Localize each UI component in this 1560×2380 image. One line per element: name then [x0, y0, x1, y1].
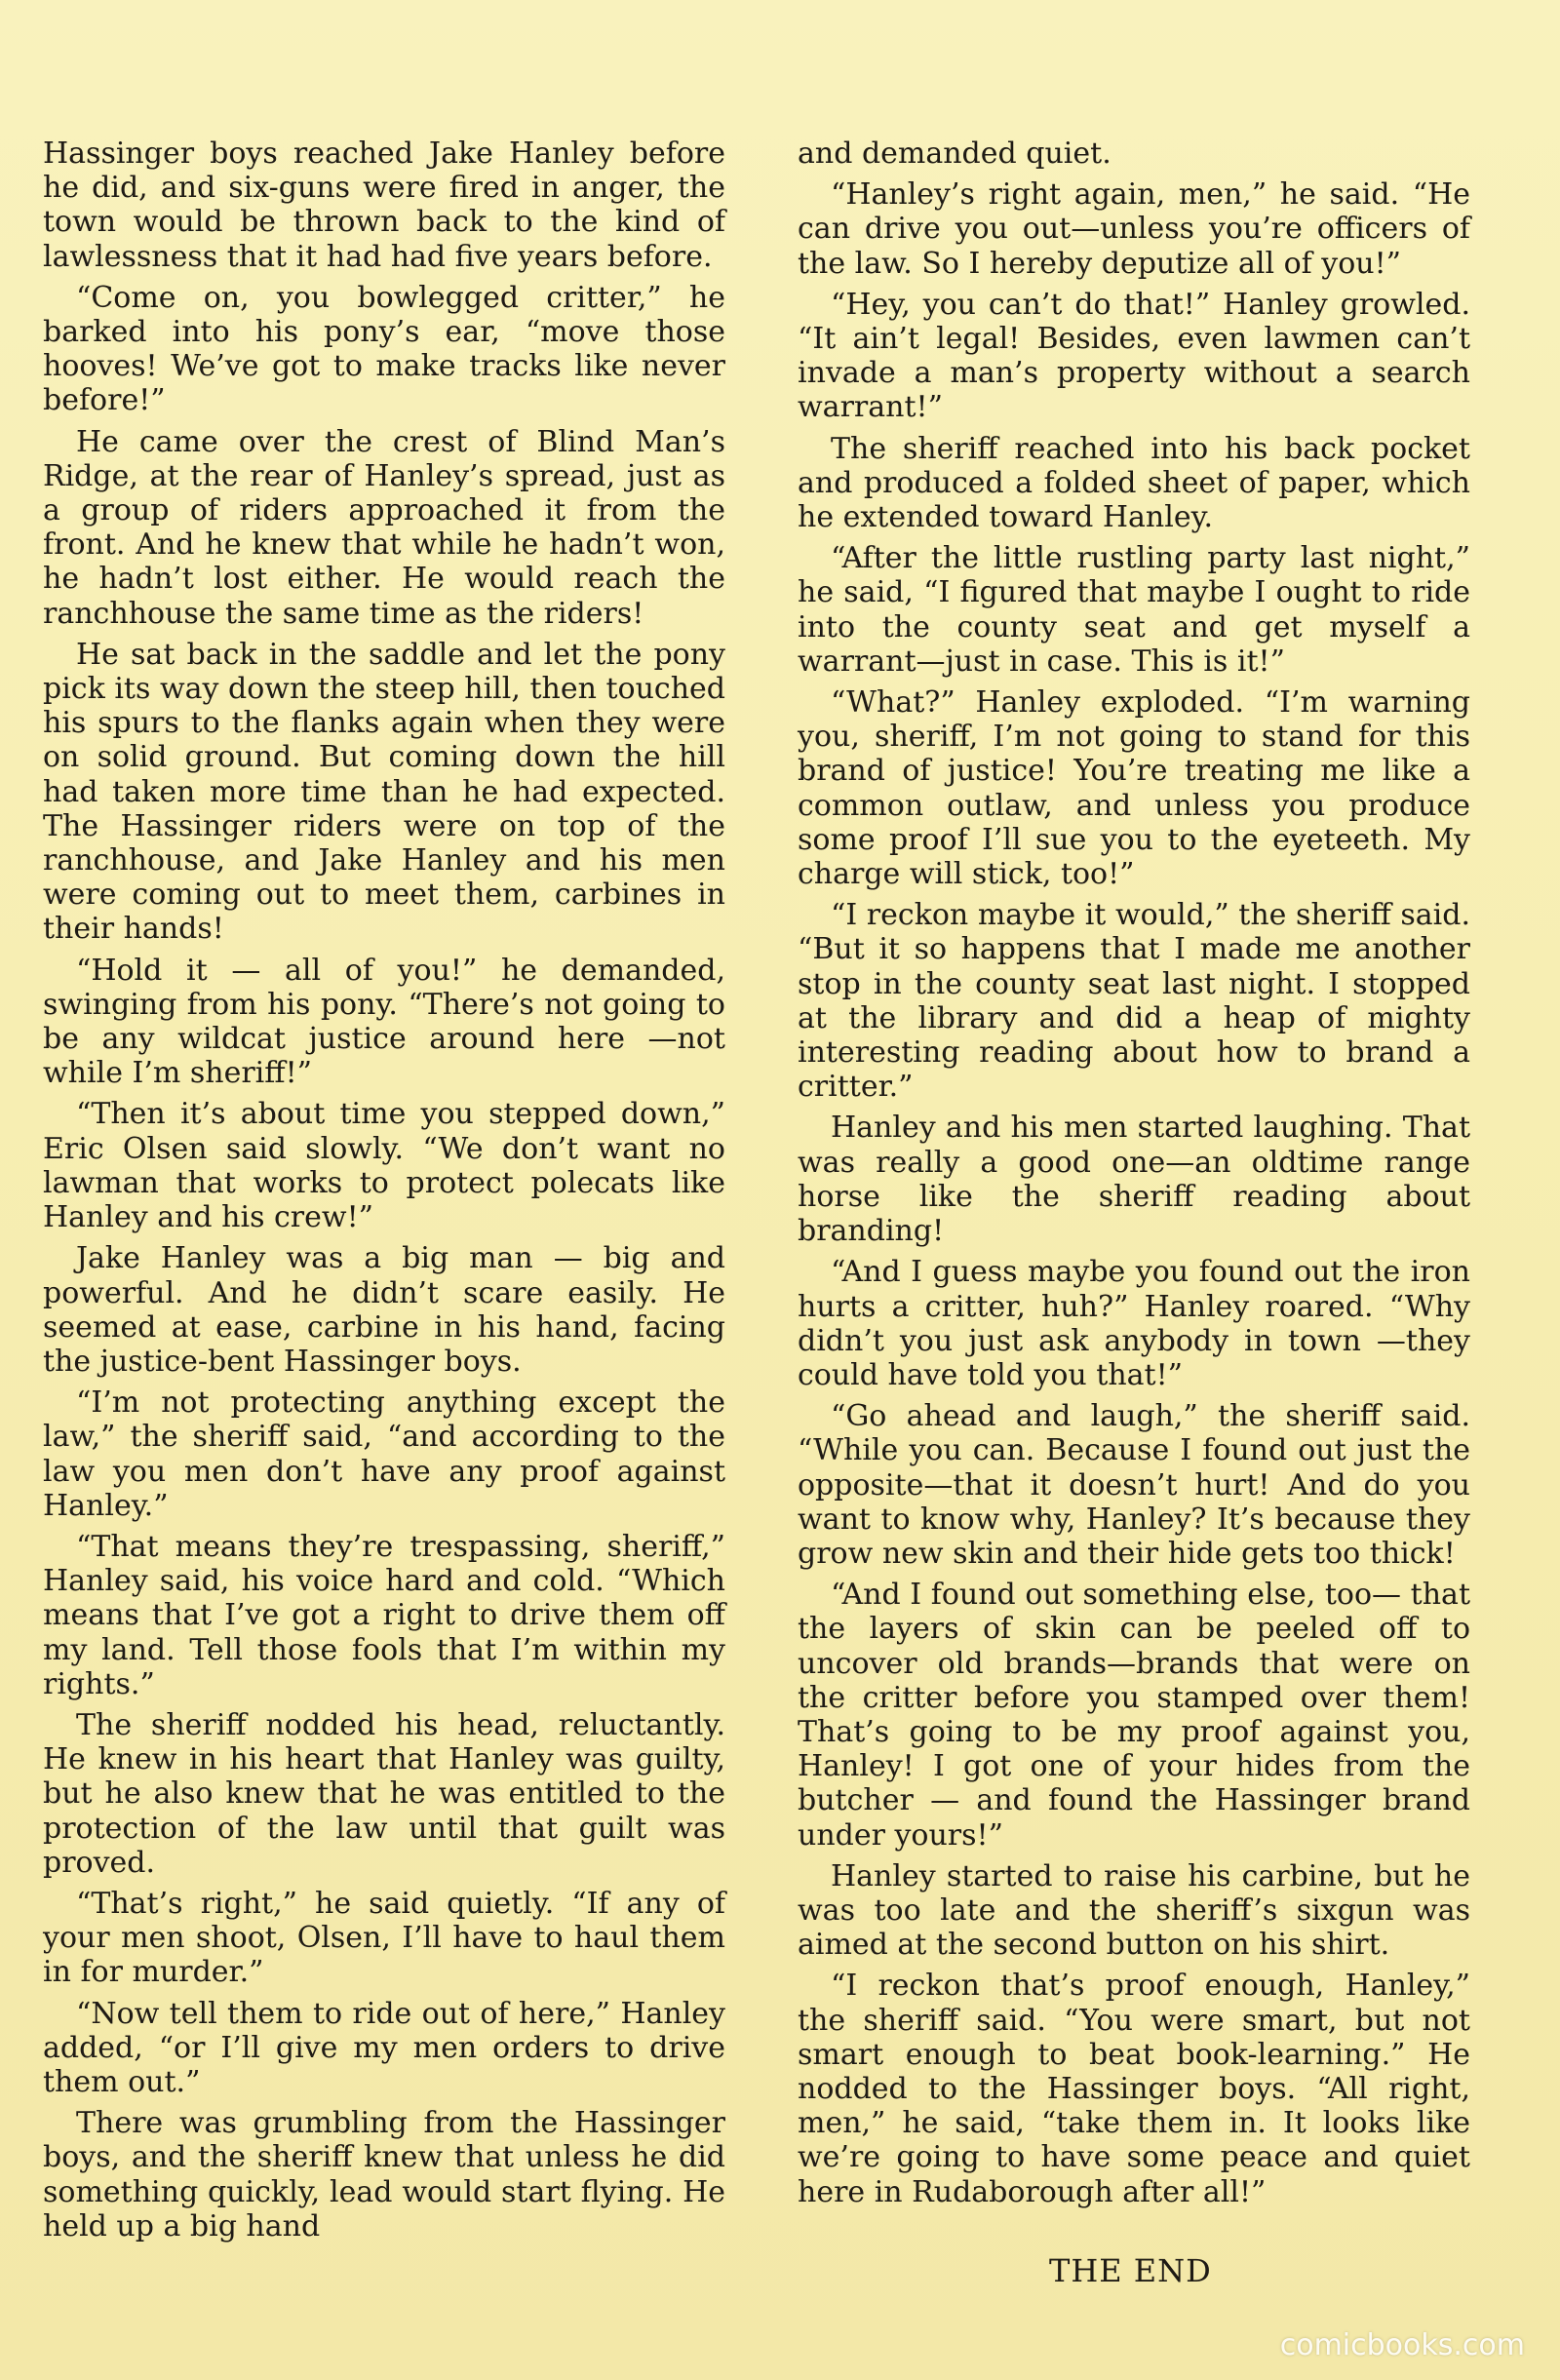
paragraph: “And I guess maybe you found out the iron hurts a critter, huh?” Hanley roared. “Why didn’t you just ask anybody in town —they could have told you that!” — [798, 1255, 1470, 1392]
paragraph: and demanded quiet. — [798, 137, 1112, 171]
paragraph: “That’s right,” he said quietly. “If any of your men shoot, Olsen, I’ll have to haul them in for murder.” — [43, 1886, 725, 1990]
right-text-column — [798, 137, 1470, 2216]
paragraph: Hassinger boys reached Jake Hanley before he did, and six-guns were fired in anger, the town would be thrown back to the kind of lawlessness that it had had five years before. — [43, 137, 725, 274]
paragraph: He sat back in the saddle and let the pony pick its way down the steep hill, then touched his spurs to the flanks again when they were on solid ground. But coming down the hill had taken more time than he had expected. The Hassinger riders were on top of the ranchhouse, and Jake Hanley and his men were coming out to meet them, carbines in their hands! — [43, 637, 725, 947]
paragraph: Jake Hanley was a big man — big and powerful. And he didn’t scare easily. He seemed at ease, carbine in his hand, facing the justice-bent Hassinger boys. — [43, 1241, 725, 1379]
paragraph: “I reckon that’s proof enough, Hanley,” the sheriff said. “You were smart, but not smart enough to beat book-learning.” He nodded to the Hassinger boys. “All right, men,” he said, “take them in. It looks like we’re going to have some peace and quiet here in Rudaborough after all!” — [798, 1969, 1470, 2209]
paragraph: “And I found out something else, too— that the layers of skin can be peeled off to uncover old brands—brands that were on the critter before you stamped over them! That’s going to be my proof against you, Hanley! I got one of your hides from the butcher — and found the Hassinger brand under yours!” — [798, 1578, 1470, 1853]
left-text-column — [43, 137, 725, 2250]
paragraph: Hanley and his men started laughing. That was really a good one—an oldtime range horse like the sheriff reading about branding! — [798, 1111, 1470, 1249]
paragraph: “After the little rustling party last night,” he said, “I figured that maybe I ought to ride into the county seat and get myself a warrant—just in case. This is it!” — [798, 541, 1470, 679]
paragraph: The sheriff nodded his head, reluctantly. He knew in his heart that Hanley was guilty, but he also knew that he was entitled to the protection of the law until that guilt was proved. — [43, 1707, 725, 1880]
site-watermark: comicbooks.com — [1279, 2328, 1525, 2362]
paragraph: He came over the crest of Blind Man’s Ridge, at the rear of Hanley’s spread, just as a group of riders approached it from the front. And he knew that while he hadn’t won, he hadn’t lost either. He would reach the ranchhouse the same time as the riders! — [43, 424, 725, 631]
paragraph: “Come on, you bowlegged critter,” he barked into his pony’s ear, “move those hooves! We’ve got to make tracks like never before!” — [43, 280, 725, 418]
paragraph: “Now tell them to ride out of here,” Hanley added, “or I’ll give my men orders to drive them out.” — [43, 1996, 725, 2099]
paragraph: “Hold it — all of you!” he demanded, swinging from his pony. “There’s not going to be any wildcat justice around here —not while I’m sheriff!” — [43, 953, 725, 1091]
paragraph: “I reckon maybe it would,” the sheriff said. “But it so happens that I made me another stop in the county seat last night. I stopped at the library and did a heap of mighty interesting reading about how to brand a critter.” — [798, 898, 1470, 1105]
paragraph: “Go ahead and laugh,” the sheriff said. “While you can. Because I found out just the opposite—that it doesn’t hurt! And do you want to know why, Hanley? It’s because they grow new skin and their hide gets too thick! — [798, 1399, 1470, 1571]
paragraph: There was grumbling from the Hassinger boys, and the sheriff knew that unless he did something quickly, lead would start flying. He held up a big hand — [43, 2106, 725, 2243]
the-end-label: THE END — [1049, 2252, 1212, 2289]
paragraph: “That means they’re trespassing, sheriff,” Hanley said, his voice hard and cold. “Which means that I’ve got a right to drive them off my land. Tell those fools that I’m within my rights.” — [43, 1529, 725, 1701]
paragraph: “I’m not protecting anything except the law,” the sheriff said, “and according to the law you men don’t have any proof against Hanley.” — [43, 1385, 725, 1523]
paragraph: “Hey, you can’t do that!” Hanley growled. “It ain’t legal! Besides, even lawmen can’t invade a man’s property without a search warrant!” — [798, 287, 1470, 425]
paragraph: Hanley started to raise his carbine, but he was too late and the sheriff’s sixgun was aimed at the second button on his shirt. — [798, 1858, 1470, 1963]
paragraph: “Hanley’s right again, men,” he said. “He can drive you out—unless you’re officers of the law. So I hereby deputize all of you!” — [798, 177, 1470, 281]
paragraph: “Then it’s about time you stepped down,” Eric Olsen said slowly. “We don’t want no lawman that works to protect polecats like Hanley and his crew!” — [43, 1097, 725, 1235]
paragraph: The sheriff reached into his back pocket and produced a folded sheet of paper, which he extended toward Hanley. — [798, 431, 1470, 535]
paragraph: “What?” Hanley exploded. “I’m warning you, sheriff, I’m not going to stand for this brand of justice! You’re treating me like a common outlaw, and unless you produce some proof I’ll sue you to the eyeteeth. My charge will stick, too!” — [798, 685, 1470, 892]
